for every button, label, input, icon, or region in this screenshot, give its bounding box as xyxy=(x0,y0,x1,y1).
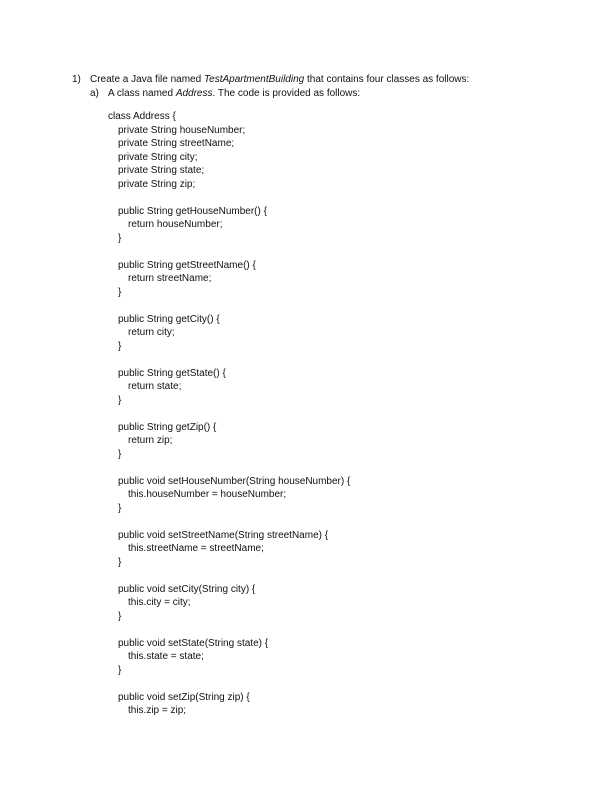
method-body: return zip; xyxy=(128,435,173,446)
method-signature: public void setStreetName(String streetName) { xyxy=(118,529,329,541)
class-declaration: class Address { xyxy=(108,111,176,122)
method-close: } xyxy=(118,610,122,622)
method-signature: public void setState(String state) { xyxy=(118,637,269,649)
field-line: private String streetName; xyxy=(118,138,235,149)
question-number: 1) xyxy=(72,74,81,85)
part-a-text-before: A class named xyxy=(108,88,176,99)
method-close: } xyxy=(118,340,122,352)
code-block xyxy=(108,110,350,718)
field-line: private String zip; xyxy=(118,178,196,190)
method-body: return houseNumber; xyxy=(128,219,223,230)
method-signature: public String getZip() { xyxy=(118,421,217,433)
field-line: private String houseNumber; xyxy=(118,124,246,136)
method-body: this.streetName = streetName; xyxy=(128,543,264,554)
method-close: } xyxy=(118,394,122,406)
method-body: return city; xyxy=(128,327,175,338)
method-body: this.houseNumber = houseNumber; xyxy=(128,489,287,500)
method-body: this.zip = zip; xyxy=(128,705,187,716)
method-signature: public String getHouseNumber() { xyxy=(118,205,267,217)
question-text-before: Create a Java file named xyxy=(90,74,204,85)
part-a-label: a) xyxy=(90,88,99,99)
method-body: return streetName; xyxy=(128,273,212,284)
method-close: } xyxy=(118,664,122,676)
field-line: private String state; xyxy=(118,165,205,176)
method-signature: public String getCity() { xyxy=(118,313,220,325)
file-name: TestApartmentBuilding xyxy=(203,74,305,85)
method-close: } xyxy=(118,232,122,244)
part-a-text-after: . The code is provided as follows: xyxy=(212,88,361,99)
method-signature: public void setZip(String zip) { xyxy=(118,691,250,703)
method-close: } xyxy=(118,286,122,298)
field-line: private String city; xyxy=(118,151,198,163)
method-body: return state; xyxy=(128,381,182,392)
method-body: this.city = city; xyxy=(128,597,191,608)
method-close: } xyxy=(118,502,122,514)
question-text-after: that contains four classes as follows: xyxy=(304,74,470,85)
method-close: } xyxy=(118,448,122,460)
question-1 xyxy=(72,74,469,85)
method-signature: public void setHouseNumber(String houseNumber) { xyxy=(118,475,351,487)
method-signature: public void setCity(String city) { xyxy=(118,583,256,595)
method-body: this.state = state; xyxy=(128,651,204,662)
method-signature: public String getState() { xyxy=(118,367,226,379)
method-close: } xyxy=(118,556,122,568)
part-a xyxy=(90,88,360,99)
method-signature: public String getStreetName() { xyxy=(118,259,256,271)
class-name: Address xyxy=(175,88,213,99)
